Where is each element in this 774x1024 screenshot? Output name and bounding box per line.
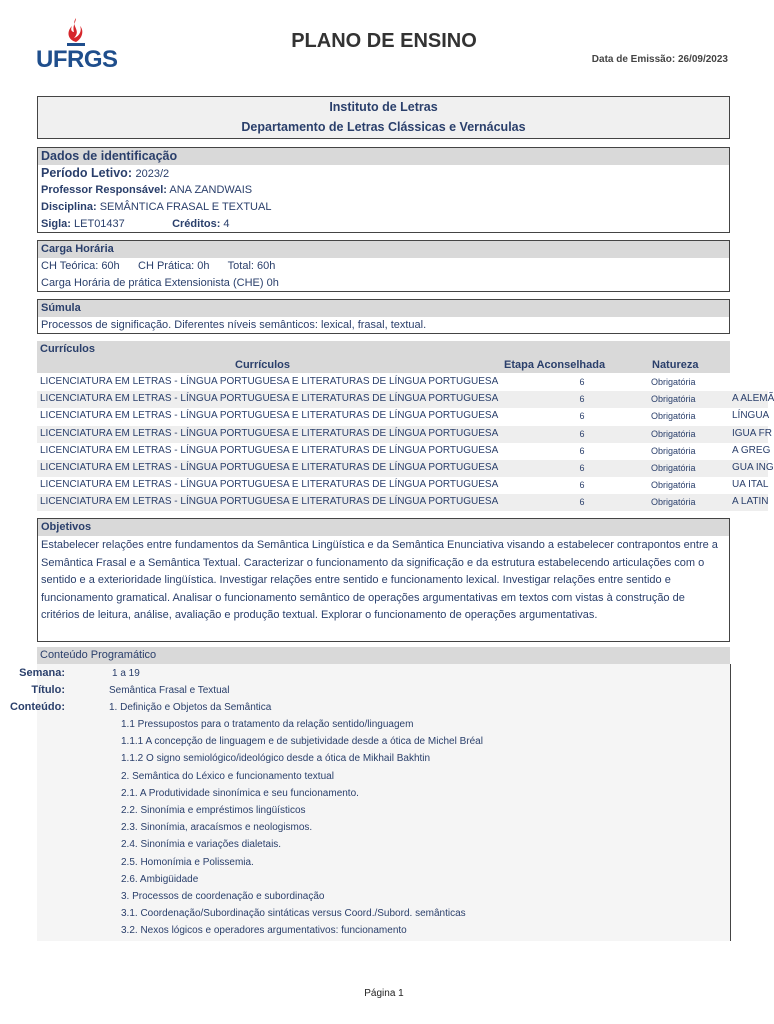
col-curriculum: Currículos (235, 359, 291, 371)
objectives-section (37, 518, 730, 642)
week-label: Semana: (19, 667, 65, 679)
emission-date (592, 54, 728, 65)
curriculum-nature: Obrigatória (651, 428, 696, 439)
professor-value: ANA ZANDWAIS (169, 184, 253, 196)
professor-label: Professor Responsável: (41, 184, 167, 196)
objectives-text: Estabelecer relações entre fundamentos da Semântica Lingüística e da Semântica Enunciativa visando a estabelecer contrapontos entre a Semântica Frasal e a Semântica Textual. Caracterizar o funcionamento da significação e da estrutura estabelecendo articulações com o sentido e a exterioridade lingüística. Investigar relações entre sentido e funcionamento lexical. Investigar relações entre sentido e funcionamento gramatical. Analisar o funcionamento semântico de operações argumentativas em textos com vistas à construção de critérios de leitura, análise, avaliação e produção textual. Explorar o funcionamento de operações argumentativas. (41, 539, 718, 621)
title-value: Semântica Frasal e Textual (109, 685, 230, 696)
curriculum-overflow-text: IGUA FR (732, 427, 773, 439)
content-item: 1.1 Pressupostos para o tratamento da relação sentido/linguagem (121, 719, 414, 730)
curriculum-stage: 6 (579, 428, 585, 439)
table-row (37, 408, 768, 425)
content-item: 1.1.1 A concepção de linguagem e de subjetividade desde a ótica de Michel Bréal (121, 736, 483, 748)
content-item: 2.6. Ambigüidade (121, 873, 199, 885)
content-label: Conteúdo: (10, 701, 65, 713)
curriculum-stage: 6 (579, 480, 585, 491)
content-item: 3. Processos de coordenação e subordinação (121, 891, 325, 902)
table-row (37, 443, 771, 460)
curricula-heading: Currículos (37, 341, 730, 358)
page-number: Página 1 (364, 988, 404, 999)
credits-label: Créditos: (172, 218, 221, 230)
logo-text: UFRGS (36, 46, 118, 73)
page-title: PLANO DE ENSINO (291, 30, 477, 52)
program-heading: Conteúdo Programático (37, 647, 730, 664)
table-row (37, 391, 774, 408)
curriculum-name: LICENCIATURA EM LETRAS - LÍNGUA PORTUGUESA E LITERATURAS DE LÍNGUA PORTUGUESA (40, 393, 499, 405)
curriculum-overflow-text: UA ITAL (732, 479, 769, 491)
sigla-label: Sigla: (41, 218, 71, 230)
emission-value: 26/09/2023 (677, 54, 728, 65)
content-first-item: 1. Definição e Objetos da Semântica (109, 702, 272, 713)
curriculum-overflow-text: A LATIN (732, 496, 769, 508)
period-row (38, 165, 729, 182)
sigla-row (38, 216, 729, 233)
period-value: 2023/2 (135, 168, 170, 180)
curriculum-name: LICENCIATURA EM LETRAS - LÍNGUA PORTUGUESA E LITERATURAS DE LÍNGUA PORTUGUESA (40, 410, 499, 422)
table-row (37, 494, 768, 511)
workload-extension: Carga Horária de prática Extensionista (CHE) 0h (41, 277, 279, 289)
title-label: Título: (31, 684, 65, 696)
curriculum-stage: 6 (579, 411, 585, 422)
curriculum-name: LICENCIATURA EM LETRAS - LÍNGUA PORTUGUESA E LITERATURAS DE LÍNGUA PORTUGUESA (40, 427, 499, 439)
discipline-label: Disciplina: (41, 201, 97, 213)
curricula-header-row (37, 358, 730, 373)
curriculum-nature: Obrigatória (651, 394, 696, 405)
content-item: 2.1. A Produtividade sinonímica e seu funcionamento. (121, 787, 359, 799)
curriculum-stage: 6 (579, 377, 585, 387)
objectives-heading: Objetivos (38, 519, 729, 536)
workload-hours: CH Teórica: 60h CH Prática: 0h Total: 60h (41, 260, 276, 272)
curriculum-overflow-text: LÍNGUA (732, 410, 770, 422)
curriculum-stage: 6 (579, 394, 585, 405)
table-row (37, 460, 774, 477)
emission-label: Data de Emissão: (591, 54, 676, 65)
professor-row (38, 182, 729, 199)
curriculum-name: LICENCIATURA EM LETRAS - LÍNGUA PORTUGUESA E LITERATURAS DE LÍNGUA PORTUGUESA (40, 479, 499, 491)
curriculum-nature: Obrigatória (651, 377, 696, 387)
curriculum-overflow-text: A ALEMÃ (732, 393, 774, 405)
content-item: 1.1.2 O signo semiológico/ideológico desde a ótica de Mikhail Bakhtin (121, 753, 431, 765)
content-item: 2.4. Sinonímia e variações dialetais. (121, 839, 282, 851)
curriculum-stage: 6 (579, 463, 585, 473)
curriculum-stage: 6 (579, 497, 585, 508)
credits-value: 4 (223, 218, 230, 230)
curriculum-name: LICENCIATURA EM LETRAS - LÍNGUA PORTUGUESA E LITERATURAS DE LÍNGUA PORTUGUESA (40, 496, 499, 508)
curriculum-nature: Obrigatória (651, 411, 696, 422)
department-name: Departamento de Letras Clássicas e Vernáculas (241, 120, 526, 134)
discipline-value: SEMÂNTICA FRASAL E TEXTUAL (99, 201, 272, 213)
curriculum-nature: Obrigatória (651, 497, 696, 508)
curriculum-overflow-text: GUA ING (732, 462, 774, 473)
content-item: 2. Semântica do Léxico e funcionamento textual (121, 770, 334, 782)
workload-heading: Carga Horária (38, 241, 729, 258)
curriculum-name: LICENCIATURA EM LETRAS - LÍNGUA PORTUGUESA E LITERATURAS DE LÍNGUA PORTUGUESA (40, 462, 499, 473)
summary-text: Processos de significação. Diferentes níveis semânticos: lexical, frasal, textual. (41, 319, 427, 331)
program-body (10, 664, 731, 941)
institution-box (37, 96, 730, 139)
curriculum-nature: Obrigatória (651, 445, 696, 456)
curriculum-overflow-text: A GREG (732, 444, 771, 456)
period-label: Período Letivo: (41, 166, 132, 180)
sigla-value: LET01437 (74, 218, 125, 230)
content-item: 2.3. Sinonímia, aracaísmos e neologismos. (121, 822, 313, 834)
summary-section (37, 299, 730, 334)
curriculum-nature: Obrigatória (651, 480, 696, 491)
col-nature: Natureza (652, 359, 699, 371)
institute-name: Instituto de Letras (329, 100, 438, 114)
curriculum-name: LICENCIATURA EM LETRAS - LÍNGUA PORTUGUESA E LITERATURAS DE LÍNGUA PORTUGUESA (40, 376, 499, 387)
summary-heading: Súmula (38, 300, 729, 317)
table-row (37, 374, 768, 391)
content-item: 2.2. Sinonímia e empréstimos lingüísticos (121, 805, 306, 816)
curriculum-stage: 6 (579, 445, 585, 456)
content-item: 3.2. Nexos lógicos e operadores argumentativos: funcionamento (121, 925, 407, 937)
curriculum-nature: Obrigatória (651, 463, 696, 473)
content-item: 2.5. Homonímia e Polissemia. (121, 856, 254, 868)
workload-section (37, 240, 730, 292)
discipline-row (38, 199, 729, 216)
table-row (37, 426, 773, 443)
identification-heading: Dados de identificação (38, 148, 729, 165)
table-row (37, 477, 768, 494)
content-item: 3.1. Coordenação/Subordinação sintáticas versus Coord./Subord. semânticas (121, 908, 466, 920)
week-value: 1 a 19 (112, 668, 140, 679)
col-stage: Etapa Aconselhada (504, 359, 606, 371)
curriculum-name: LICENCIATURA EM LETRAS - LÍNGUA PORTUGUESA E LITERATURAS DE LÍNGUA PORTUGUESA (40, 444, 499, 456)
identification-section (37, 147, 730, 233)
